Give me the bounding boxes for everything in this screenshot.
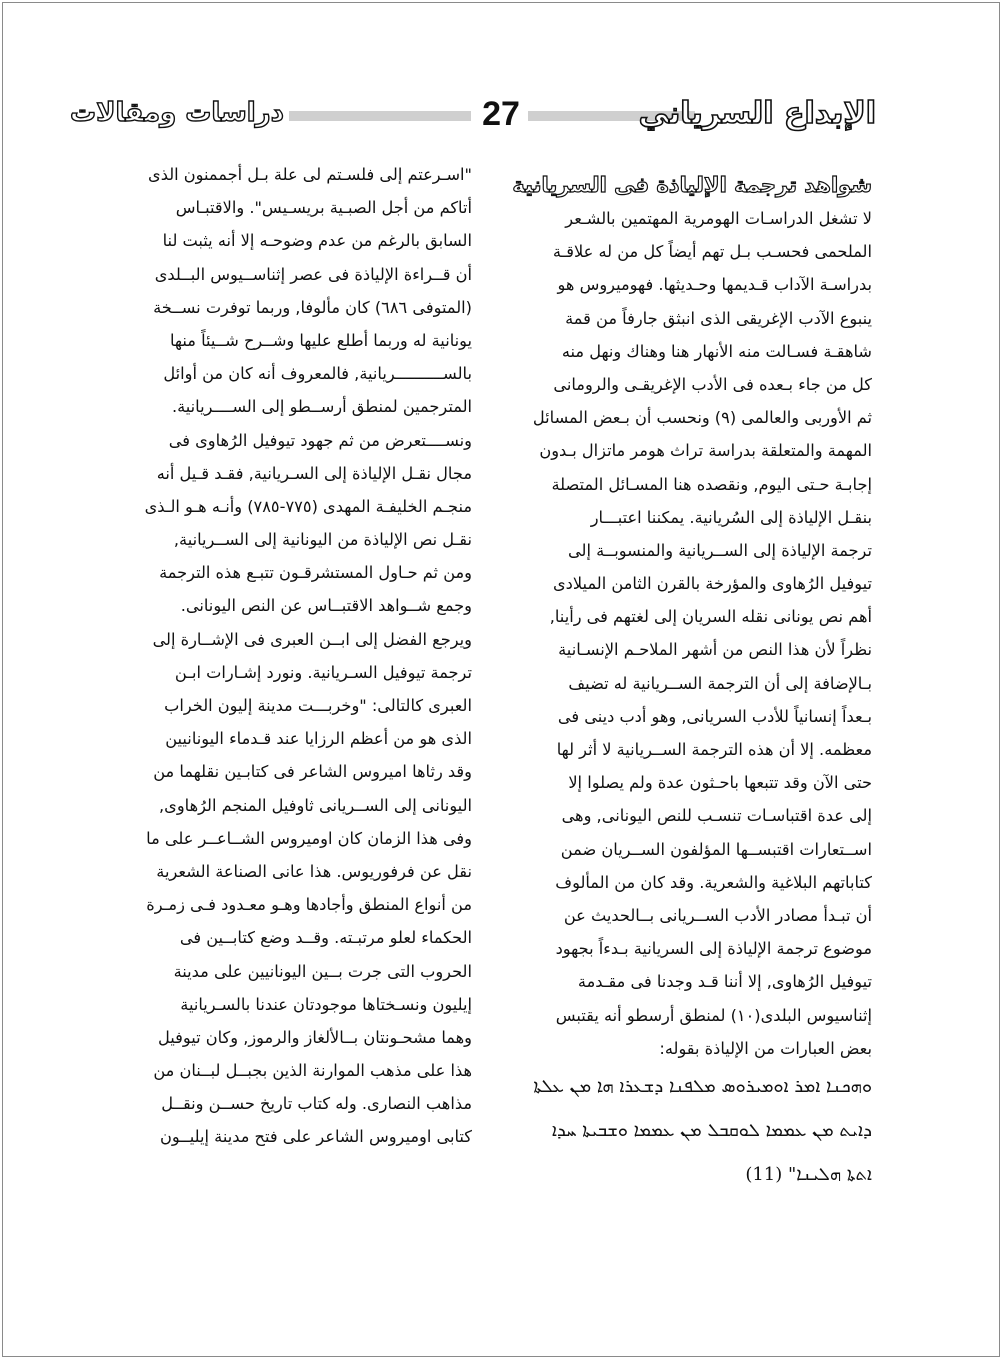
text-line: (المتوفى ٦٨٦) كان مألوفا, وربما توفرت نســخة bbox=[153, 297, 472, 317]
article-title: شواهد ترجمة الإلياذة فى السريانية bbox=[512, 173, 872, 197]
syriac-line: ܐܬܬܐ ܗܠܝܢܐ" (11) bbox=[745, 1163, 872, 1185]
text-line: الملحمى فحسـب بـل تهم أيضاً كل من له علاقـة bbox=[552, 242, 872, 262]
text-line: ينبوع الآدب الإغريقى الذى انبثق جارفاً من قمة bbox=[565, 308, 872, 328]
text-line: تيوفيل الرُهاوى والمؤرخة بالقرن الثامن الميلادى bbox=[553, 574, 872, 594]
text-line: المهمة والمتعلقة بدراسة تراث هومر ماتزال بـدون bbox=[539, 441, 872, 461]
right-column-text bbox=[520, 202, 872, 1065]
text-line: نقـل نص الإلياذة من اليونانية إلى الســريانية, bbox=[173, 530, 472, 550]
text-line: العبرى كالتالى: "وخربـــت مدينة إليون الخراب bbox=[164, 696, 472, 715]
text-line: شاهقـة فسـالت منه الأنهار هنا وهناك ونهل منه bbox=[561, 341, 872, 361]
syriac-line: ܘܗܟܢܐ ܐܡܪ ܐܘܡܝܪܘܣ ܡܠܦܢܐ ܕܫܥܪܐ ܗܐ ܡܢ ܥܠܬܐ bbox=[533, 1075, 872, 1097]
text-line: بنقـل الإلياذة إلى السُريانية. يمكننا اعتبـــار bbox=[590, 507, 872, 527]
text-line: السابق بالرغم من عدم وضوحـه إلا أنه يثبت لنا bbox=[162, 231, 472, 251]
text-line: المترجمين لمنطق أرســطو إلى الســــريانية. bbox=[171, 397, 472, 417]
text-line: وجمع شــواهد الاقتبــاس عن النص اليونانى. bbox=[180, 596, 472, 616]
header-rule-left bbox=[289, 111, 471, 121]
magazine-title: الإبداع السرياني bbox=[638, 96, 876, 131]
text-line: إجابـة حـتى اليوم, ونقصده هنا المسـائل المتصلة bbox=[551, 474, 872, 494]
text-line: أن تبـدأ مصادر الأدب الســريانى بــالحديث عن bbox=[563, 905, 872, 925]
left-column bbox=[110, 158, 472, 1154]
text-line: بعض العبارات من الإلياذة بقوله: bbox=[659, 1038, 872, 1058]
text-line: كتاباتهم البلاغية والشعرية. وقد كان من المألوف bbox=[555, 872, 872, 892]
text-line: اليونانى إلى الســريانى ثاوفيل المنجم الرُهاوى, bbox=[159, 795, 472, 815]
text-line: اســتعارات اقتبســها المؤلفون الســريان ضمن bbox=[560, 839, 872, 859]
text-line: "اسـرعتم إلى فلسـتم لى علة بـل أجممنون الذى bbox=[148, 165, 472, 184]
text-line: كل من جاء بـعده فى الأدب الإغريقـى والرومانى bbox=[553, 374, 872, 394]
text-line: مجال نقـل الإلياذة إلى السـريانية, فقـد قـيل أنه bbox=[156, 463, 472, 483]
section-title: دراسات ومقالات bbox=[70, 98, 284, 128]
text-line: بـالإضافة إلى أن الترجمة الســريانية له تضيف bbox=[568, 673, 872, 693]
text-line: نظراً لأن هذا النص من أشهر الملاحـم الإنسـانية bbox=[558, 640, 872, 660]
text-line: مذاهب النصارى. وله كتاب تاريخ حســن ونقــل bbox=[161, 1094, 472, 1114]
text-line: لا تشغل الدراسـات الهومرية المهتمين بالشـعر bbox=[565, 209, 872, 228]
text-line: ترجمة تيوفيل السـريانية. ونورد إشـارات ابـن bbox=[174, 662, 472, 682]
syriac-quote bbox=[520, 1065, 872, 1197]
syriac-line: ܕܐܝܬ ܡܢ ܥܡܡܐ ܠܘܩܒܠ ܡܢ ܥܡܡܐ ܘܫܒܝܬܐ ܚܕܐ bbox=[551, 1119, 872, 1141]
text-line: ومن ثم حـاول المستشرقـون تتبـع هذه الترجمة bbox=[159, 563, 472, 583]
text-line: هذا على مذهب الموارنة الذين بجبــل لبــنان من bbox=[153, 1061, 472, 1081]
text-line: تيوفيل الرُهاوى, إلا أننا قـد وجدنا فى مقـدمة bbox=[577, 972, 872, 992]
text-line: نقل عن فرفوريوس. هذا عانى الصناعة الشعرية bbox=[156, 861, 472, 881]
text-line: ونســــتعرض من ثم جهود تيوفيل الرُهاوى فى bbox=[168, 430, 472, 450]
text-line: أهم نص يونانى نقله السريان إلى لغتهم فى رأينا, bbox=[549, 607, 872, 627]
text-line: وهما مشحـونتان بــالألغاز والرموز, وكان تيوفيل bbox=[157, 1027, 472, 1047]
text-line: أتاكم من أجل الصبـية بريسـيس". والاقتبـاس bbox=[175, 198, 472, 218]
text-line: يونانية له وربما أطلع عليها وشــرح شــيئاً منها bbox=[169, 330, 472, 350]
text-line: إثناسيوس البلدى(١٠) لمنطق أرسطو أنه يقتبس bbox=[555, 1005, 872, 1025]
text-line: ثم الأوربى والعالمى (٩) ونحسب أن بـعض المسائل bbox=[532, 408, 872, 428]
text-line: بالســــــــــريانية, فالمعروف أنه كان من أوائل bbox=[163, 364, 472, 384]
text-line: كتابى اوميروس الشاعر على فتح مدينة إيليــون bbox=[160, 1127, 472, 1147]
text-line: منجـم الخليفـة المهدى (٧٧٥-٧٨٥) وأنـه هـو الـذى bbox=[144, 496, 472, 516]
text-line: معظمه. إلا أن هذه الترجمة الســريانية لا أثر لها bbox=[556, 740, 872, 759]
text-line: الحكماء لعلو مرتبـته. وقــد وضع كتابــين فى bbox=[179, 928, 472, 948]
text-line: بـعداً إنسانياً للأدب السريانى, وهو أدب دينى فى bbox=[557, 706, 872, 726]
text-line: ويرجع الفضل إلى ابــن العبرى فى الإشــارة إلى bbox=[152, 629, 472, 649]
text-line: بدراسـة الآداب قـديمها وحـديثها. فهوميروس هو bbox=[557, 275, 872, 295]
text-line: وقد رثاها اميروس الشاعر فى كتابـين نقلهما من bbox=[153, 762, 472, 782]
text-line: إيليون ونسـختاها موجودتان عندنا بالسـريانية bbox=[180, 994, 472, 1014]
text-line: وفى هذا الزمان كان اوميروس الشــاعــر على ما bbox=[146, 828, 472, 848]
text-line: الحروب التى جرت بــين اليونانيين على مدينة bbox=[173, 961, 472, 981]
page-number: 27 bbox=[482, 95, 520, 133]
text-line: من أنواع المنطق وأجادها وهـو معـدود فـى زمـرة bbox=[146, 895, 472, 915]
text-line: الذى هو من أعظم الرزايا عند قـدماء اليونانيين bbox=[165, 729, 472, 749]
left-column-text bbox=[110, 158, 472, 1154]
text-line: ترجمة الإلياذة إلى الســريانية والمنسوبــة إلى bbox=[568, 540, 872, 560]
text-line: أن قــراءة الإلياذة فى عصر إثناســيوس البــلدى bbox=[154, 264, 472, 284]
text-line: موضوع ترجمة الإلياذة إلى السريانية بـدءاً بجهود bbox=[555, 939, 872, 959]
text-line: إلى عدة اقتباسـات تنسـب للنص اليونانى, وهى bbox=[561, 806, 872, 826]
right-column bbox=[512, 168, 872, 1197]
text-line: حتى الآن وقد تتبعها باحـثون عدة ولم يصلوا إلا bbox=[568, 773, 872, 793]
